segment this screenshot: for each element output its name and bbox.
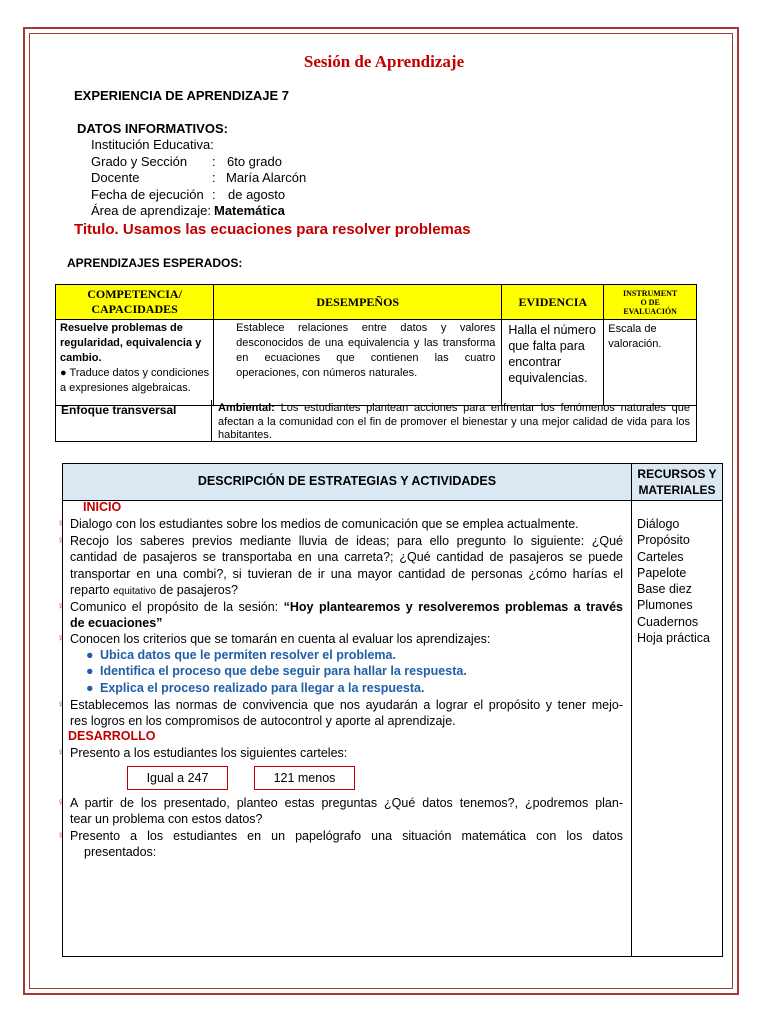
experiencia-heading: EXPERIENCIA DE APRENDIZAJE 7 — [74, 88, 290, 103]
capacidad-line-2: a expresiones algebraicas. — [60, 382, 191, 394]
docente-colon: : — [212, 170, 216, 185]
recurso-item: Cuadernos — [637, 614, 699, 629]
header-evidencia: EVIDENCIA — [502, 285, 604, 320]
capacidad-line-1: Traduce datos y condiciones — [69, 367, 210, 379]
activity-line: ♀ A partir de los presentado, planteo estas preguntas ¿Qué datos tenemos?, ¿podremos plan- — [57, 796, 623, 810]
desempeno-cell: Establece relaciones entre datos y valores desconocidos de una equivalencia y las transforma en ecuaciones que contienen las cuatro operaciones, con números naturales. — [214, 320, 502, 406]
activity-line: ♀ Conocen los criterios que se tomarán en cuenta al evaluar los aprendizajes: — [57, 632, 491, 646]
recurso-item: Diálogo — [637, 517, 680, 531]
grado-value: 6to grado — [227, 154, 282, 169]
activity-line: tear un problema con estos datos? — [70, 812, 263, 826]
activity-line: ♀ Establecemos las normas de convivencia que nos ayudarán a lograr el propósito y tener mejo- — [57, 698, 623, 712]
fecha-colon: : — [212, 187, 216, 202]
recurso-item: Plumones — [637, 598, 693, 613]
capacidad-bullet: ● — [60, 367, 67, 379]
cartel-card: Igual a 247 — [127, 766, 228, 790]
recurso-item: Base diez — [637, 582, 692, 597]
docente-label: Docente — [91, 170, 140, 185]
header-descripcion: DESCRIPCIÓN DE ESTRATEGIAS Y ACTIVIDADES — [197, 474, 497, 488]
header-recursos: RECURSOS Y MATERIALES — [637, 467, 717, 497]
bullet-icon: ♀ — [57, 633, 65, 644]
competencia-cell — [56, 320, 214, 406]
activity-line: ♀ Presento a los estudiantes en un papelógrafo una situación matemática con los datos — [57, 829, 623, 843]
aprendizajes-table — [55, 284, 697, 406]
area-value: Matemática — [214, 203, 285, 218]
recurso-item: Propósito — [637, 533, 690, 548]
recurso-item: Carteles — [637, 549, 684, 564]
enfoque-label: Enfoque transversal — [61, 403, 177, 417]
header-instrumento: INSTRUMENT O DE EVALUACIÓN — [604, 285, 697, 320]
activity-line: ♀ Dialogo con los estudiantes sobre los medios de comunicación que se emplea actualmente. — [57, 517, 579, 531]
datos-heading: DATOS INFORMATIVOS: — [77, 121, 228, 136]
enfoque-divider — [211, 400, 212, 442]
activity-line: de ecuaciones” — [70, 616, 163, 630]
estrategias-divider — [631, 464, 632, 956]
header-competencia: COMPETENCIA/ CAPACIDADES — [56, 285, 214, 320]
bullet-icon: ♀ — [57, 535, 65, 546]
bullet-icon: ♀ — [57, 797, 65, 808]
criterio-item: ● Explica el proceso realizado para llegar a la respuesta. — [86, 681, 425, 695]
cartel-card: 121 menos — [254, 766, 355, 790]
ambiental-text: Los estudiantes plantean acciones para enfrentar los fenómenos naturales que afectan a la comunidad con el fin de promover el bienestar y una mejor calidad de vida para los habitantes. — [218, 402, 690, 441]
ambiental-cell — [218, 402, 690, 443]
aprendizajes-heading: APRENDIZAJES ESPERADOS: — [67, 256, 243, 270]
bullet-icon: ♀ — [57, 518, 65, 529]
bullet-icon: ♀ — [57, 699, 65, 710]
bullet-icon: ♀ — [57, 747, 65, 758]
docente-value: María Alarcón — [226, 170, 307, 185]
activity-line: ♀ Presento a los estudiantes los siguientes carteles: — [57, 746, 348, 760]
activity-line: reparto equitativo de pasajeros? — [70, 583, 238, 597]
criterio-item: ● Identifica el proceso que debe seguir para hallar la respuesta. — [86, 664, 467, 678]
header-desempenos: DESEMPEÑOS — [214, 285, 502, 320]
page-title: Sesión de Aprendizaje — [303, 52, 465, 71]
grado-colon: : — [212, 154, 216, 169]
instrumento-cell: Escala de valoración. — [604, 320, 697, 406]
session-titulo: Titulo. Usamos las ecuaciones para resolver problemas — [74, 221, 471, 238]
ambiental-label: Ambiental: — [218, 402, 275, 414]
competencia-text: Resuelve problemas de regularidad, equivalencia y cambio. — [60, 322, 202, 364]
grado-label: Grado y Sección — [91, 154, 188, 169]
area-label: Área de aprendizaje: — [91, 203, 211, 218]
recurso-item: Hoja práctica — [637, 631, 710, 646]
bullet-icon: ♀ — [57, 601, 65, 612]
recurso-item: Papelote — [637, 565, 687, 580]
institucion-label: Institución Educativa: — [91, 137, 214, 152]
evidencia-cell: Halla el número que falta para encontrar equivalencias. — [502, 320, 604, 406]
fecha-label: Fecha de ejecución — [91, 187, 204, 202]
recursos-list — [637, 516, 710, 646]
inicio-label: INICIO — [83, 500, 122, 514]
activity-line: presentados: — [84, 845, 157, 859]
activity-line: ♀ Recojo los saberes previos mediante lluvia de ideas; para ello pregunto lo siguiente: ¿Qué — [57, 534, 623, 548]
activity-line: ♀ Comunico el propósito de la sesión: “Hoy plantearemos y resolveremos problemas a través — [57, 600, 623, 614]
activity-line: cantidad de pasajeros se transportaba en una carreta?; ¿Qué cantidad de pasajeros se puede — [70, 550, 623, 564]
activity-line: transportar en una combi?, si tuvieran de ir una mayor cantidad de personas ¿cómo harías el — [70, 567, 623, 581]
fecha-value: de agosto — [228, 187, 286, 202]
bullet-icon: ♀ — [57, 830, 65, 841]
desarrollo-label: DESARROLLO — [68, 729, 156, 743]
criterio-item: ● Ubica datos que le permiten resolver el problema. — [86, 648, 396, 662]
activity-line: res logros en los compromisos de autocontrol y aporte al aprendizaje. — [70, 714, 456, 728]
